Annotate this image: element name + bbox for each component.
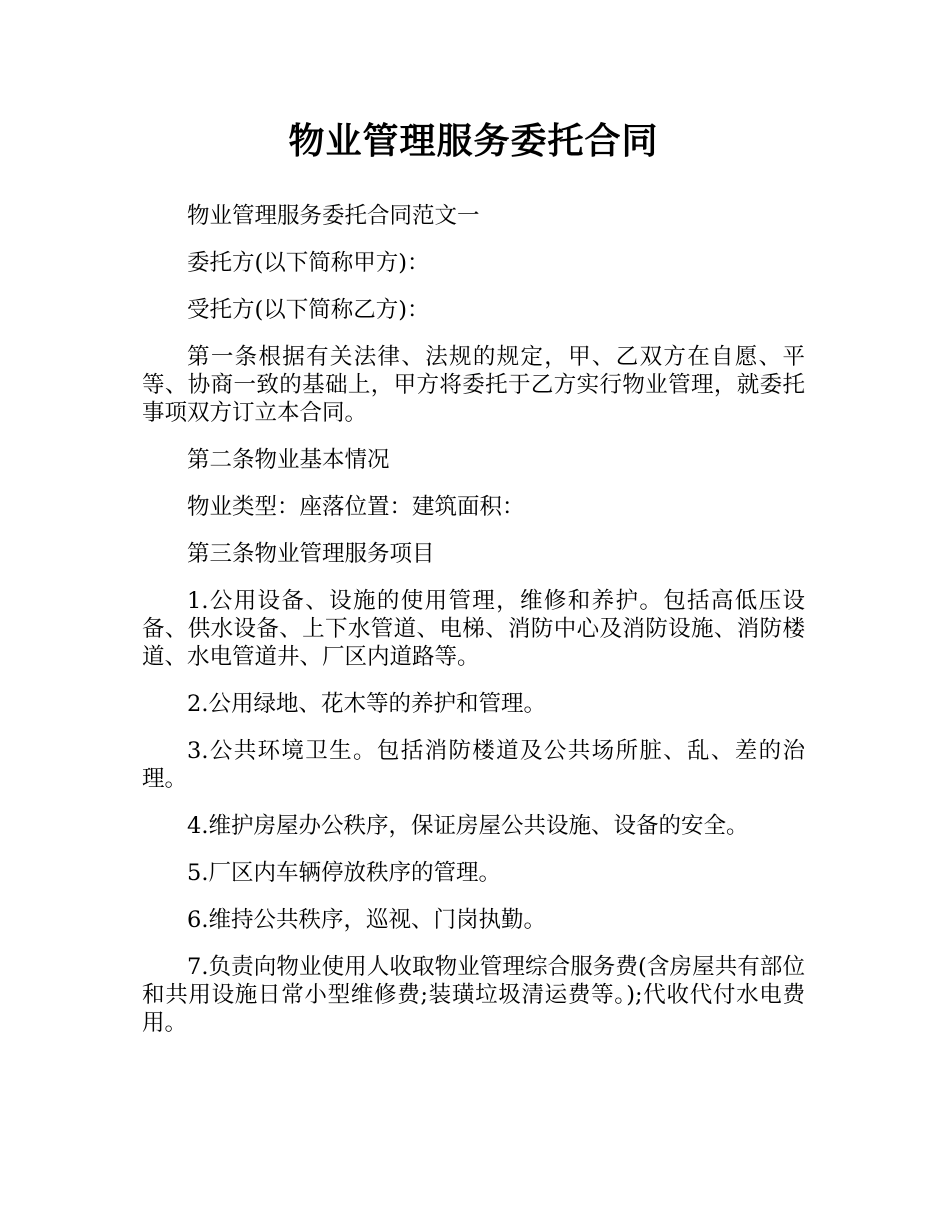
paragraph-property-info: 物业类型：座落位置：建筑面积： [187,494,525,520]
paragraph-item-1: 1.公用设备、设施的使用管理，维修和养护。包括高低压设备、供水设备、上下水管道、电梯、消防中心及消防设施、消防楼道、水电管道井、厂区内道路等。 [142,588,805,670]
paragraph-article-1: 第一条根据有关法律、法规的规定，甲、乙双方在自愿、平等、协商一致的基础上，甲方将委托于乙方实行物业管理，就委托事项双方订立本合同。 [142,344,805,426]
paragraph-party-a: 委托方(以下简称甲方)： [187,250,430,276]
paragraph-template-heading: 物业管理服务委托合同范文一 [187,203,480,229]
paragraph-item-3: 3.公共环境卫生。包括消防楼道及公共场所脏、乱、差的治理。 [142,738,805,792]
paragraph-item-7: 7.负责向物业使用人收取物业管理综合服务费(含房屋共有部位和共用设施日常小型维修费;装璜垃圾清运费等。);代收代付水电费用。 [142,954,805,1036]
paragraph-party-b: 受托方(以下简称乙方)： [187,297,430,323]
document-title: 物业管理服务委托合同 [288,121,659,162]
paragraph-article-2-heading: 第二条物业基本情况 [187,447,390,473]
paragraph-item-4: 4.维护房屋办公秩序，保证房屋公共设施、设备的安全。 [187,813,749,839]
paragraph-item-5: 5.厂区内车辆停放秩序的管理。 [187,860,501,886]
paragraph-article-3-heading: 第三条物业管理服务项目 [187,541,435,567]
paragraph-item-6: 6.维持公共秩序，巡视、门岗执勤。 [187,907,546,933]
paragraph-item-2: 2.公用绿地、花木等的养护和管理。 [187,691,546,717]
